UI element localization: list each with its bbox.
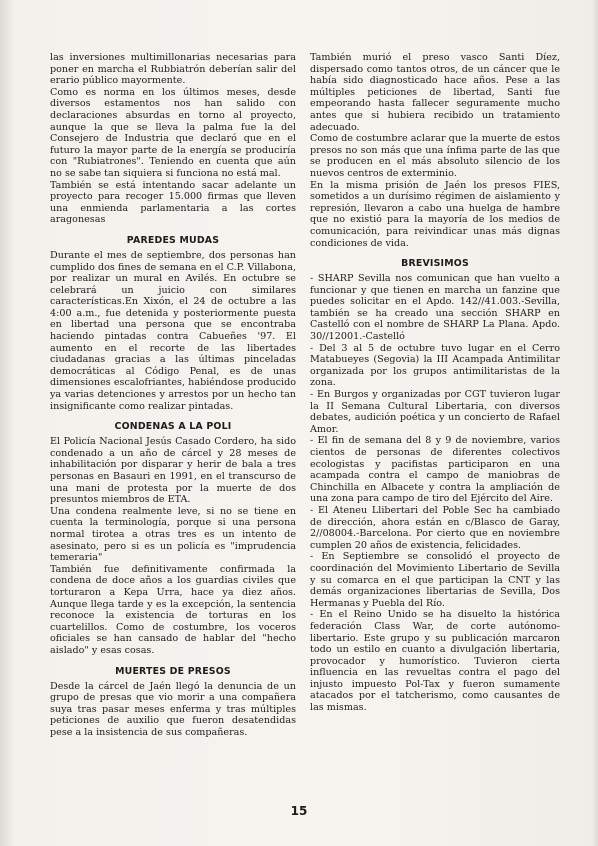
left-column — [50, 52, 296, 738]
brief-news-list — [310, 273, 560, 714]
paragraph: También se está intentando sacar adelante un proyecto para recoger 15.000 firmas que lleven una enmienda parlamentaria a las cortes aragonesas — [50, 179, 296, 226]
paragraph: También fue definitivamente confirmada la condena de doce años a los guardias civiles que torturaron a Kepa Urra, hace ya diez años. Aunque llega tarde y es la excepción, la sentencia reconoce la existencia de torturas en los cuartelillos. Como de costumbre, los voceros oficiales se han cansado de hablar del "hecho aislado" y esas cosas. — [50, 563, 296, 656]
paragraph: Durante el mes de septiembre, dos personas han cumplido dos fines de semana en el C.P. Villabona, por realizar un mural en Avilés. En octubre se celebrará un juicio con similares características.En Xixón, el 24 de octubre a las 4:00 a.m., fue detenida y posteriormente puesta en libertad una persona que se encontraba haciendo pintadas contra Cabueñes '97. El aumento en el recorte de las libertades ciudadanas gracias a las últimas pinceladas democráticas al Código Penal, es de unas dimensiones escalofriantes, habiéndose producido ya varias detenciones y arrestos por un hecho tan insignificante como realizar pintadas. — [50, 249, 296, 412]
list-item: - Del 3 al 5 de octubre tuvo lugar en el Cerro Matabueyes (Segovia) la III Acampada Antimilitar organizada por los grupos antimilitaristas de la zona. — [310, 342, 560, 389]
section-heading-paredes-mudas: PAREDES MUDAS — [126, 234, 220, 246]
paragraph: En la misma prisión de Jaén los presos FIES, sometidos a un durísimo régimen de aislamiento y represión, llevaron a cabo una huelga de hambre que no existió para la mayoría de los medios de comunicación, para reivindicar unas más dignas condiciones de vida. — [310, 179, 560, 249]
list-item: - En Septiembre se consolidó el proyecto de coordinación del Movimiento Libertario de Sevilla y su comarca en el que participan la CNT y las demás organizaciones libertarias de Sevilla, Dos Hermanas y Puebla del Río. — [310, 551, 560, 609]
list-item: - En Burgos y organizadas por CGT tuvieron lugar la II Semana Cultural Libertaria, con diversos debates, audición poética y un concierto de Rafael Amor. — [310, 389, 560, 435]
page-number: 15 — [290, 804, 308, 818]
section-heading-muertes-de-presos: MUERTES DE PRESOS — [115, 665, 231, 677]
list-item: - El fin de semana del 8 y 9 de noviembre, varios cientos de personas de diferentes colectivos ecologistas y pacifistas participaron en una acampada contra el campo de maniobras de Chinchilla en Albacete y contra la ampliación de una zona para campo de tiro del Ejército del Aire. — [310, 435, 560, 505]
section-heading-brevisimos: BREVISIMOS — [401, 258, 469, 270]
paragraph: Una condena realmente leve, si no se tiene en cuenta la terminología, porque si una persona normal tirotea a otras tres es un intento de asesinato, pero si es un policía es "imprudencia temeraria" — [50, 505, 296, 564]
list-item: - En el Reino Unido se ha disuelto la histórica federación Class War, de corte autónomo-libertario. Este grupo y su publicación marcaron todo un estilo en cuanto a divulgación libertaria, provocador y humorístico. Tuvieron cierta influencia en las revueltas contra el pago del injusto impuesto Pol-Tax y fueron sumamente atacados por el tatcherismo, como causantes de las mismas. — [310, 609, 560, 714]
page-edge-shadow — [592, 0, 598, 846]
paragraph: Como de costumbre aclarar que la muerte de estos presos no son más que una ínfima parte de las que se producen en el más absoluto silencio de los nuevos centros de exterminio. — [310, 133, 560, 179]
section-heading-condenas: CONDENAS A LA POLI — [114, 421, 232, 433]
paragraph: las inversiones multimillonarias necesarias para poner en marcha el Rubbiatrón deberían salir del erario público mayormente. — [50, 52, 296, 87]
right-column — [310, 52, 560, 714]
paragraph: También murió el preso vasco Santi Díez, dispersado como tantos otros, de un cáncer que le había sido diagnosticado hace años. Pese a las múltiples peticiones de libertad, Santi fue empeorando hasta fallecer seguramente mucho antes que si hubiera recibido un tratamiento adecuado. — [310, 52, 560, 133]
paragraph: Como es norma en los últimos meses, desde diversos estamentos nos han salido con declaraciones absurdas en torno al proyecto, aunque la que se lleva la palma fue la del Consejero de Industria que declaró que en el futuro la mayor parte de la energía se produciría con "Rubiatrones". Teniendo en cuenta que aún no se sabe tan siquiera si funciona no está mal. — [50, 86, 296, 179]
paragraph: El Policía Nacional Jesús Casado Cordero, ha sido condenado a un año de cárcel y 28 meses de inhabilitación por disparar y herir de bala a tres personas en Basauri en 1991, en el transcurso de una mani de protesta por la muerte de dos presuntos miembros de ETA. — [50, 436, 296, 506]
list-item: - SHARP Sevilla nos comunican que han vuelto a funcionar y que tienen en marcha un fanzine que puedes solicitar en el Apdo. 142//41.003.-Sevilla, también se ha creado una sección SHARP en Castelló con el nombre de SHARP La Plana. Apdo. 30//12001.-Castelló — [310, 273, 560, 343]
list-item: - El Ateneu Llibertari del Poble Sec ha cambiado de dirección, ahora están en c/Blasco de Garay, 2//08004.-Barcelona. Por cierto que en noviembre cumplen 20 años de existencia, felicidades. — [310, 504, 560, 551]
paragraph: Desde la cárcel de Jaén llegó la denuncia de un grupo de presas que vio morir a una compañera suya tras pasar meses enferma y tras múltiples peticiones de auxilio que fueron desatendidas pese a la insistencia de sus compañeras. — [50, 680, 296, 738]
